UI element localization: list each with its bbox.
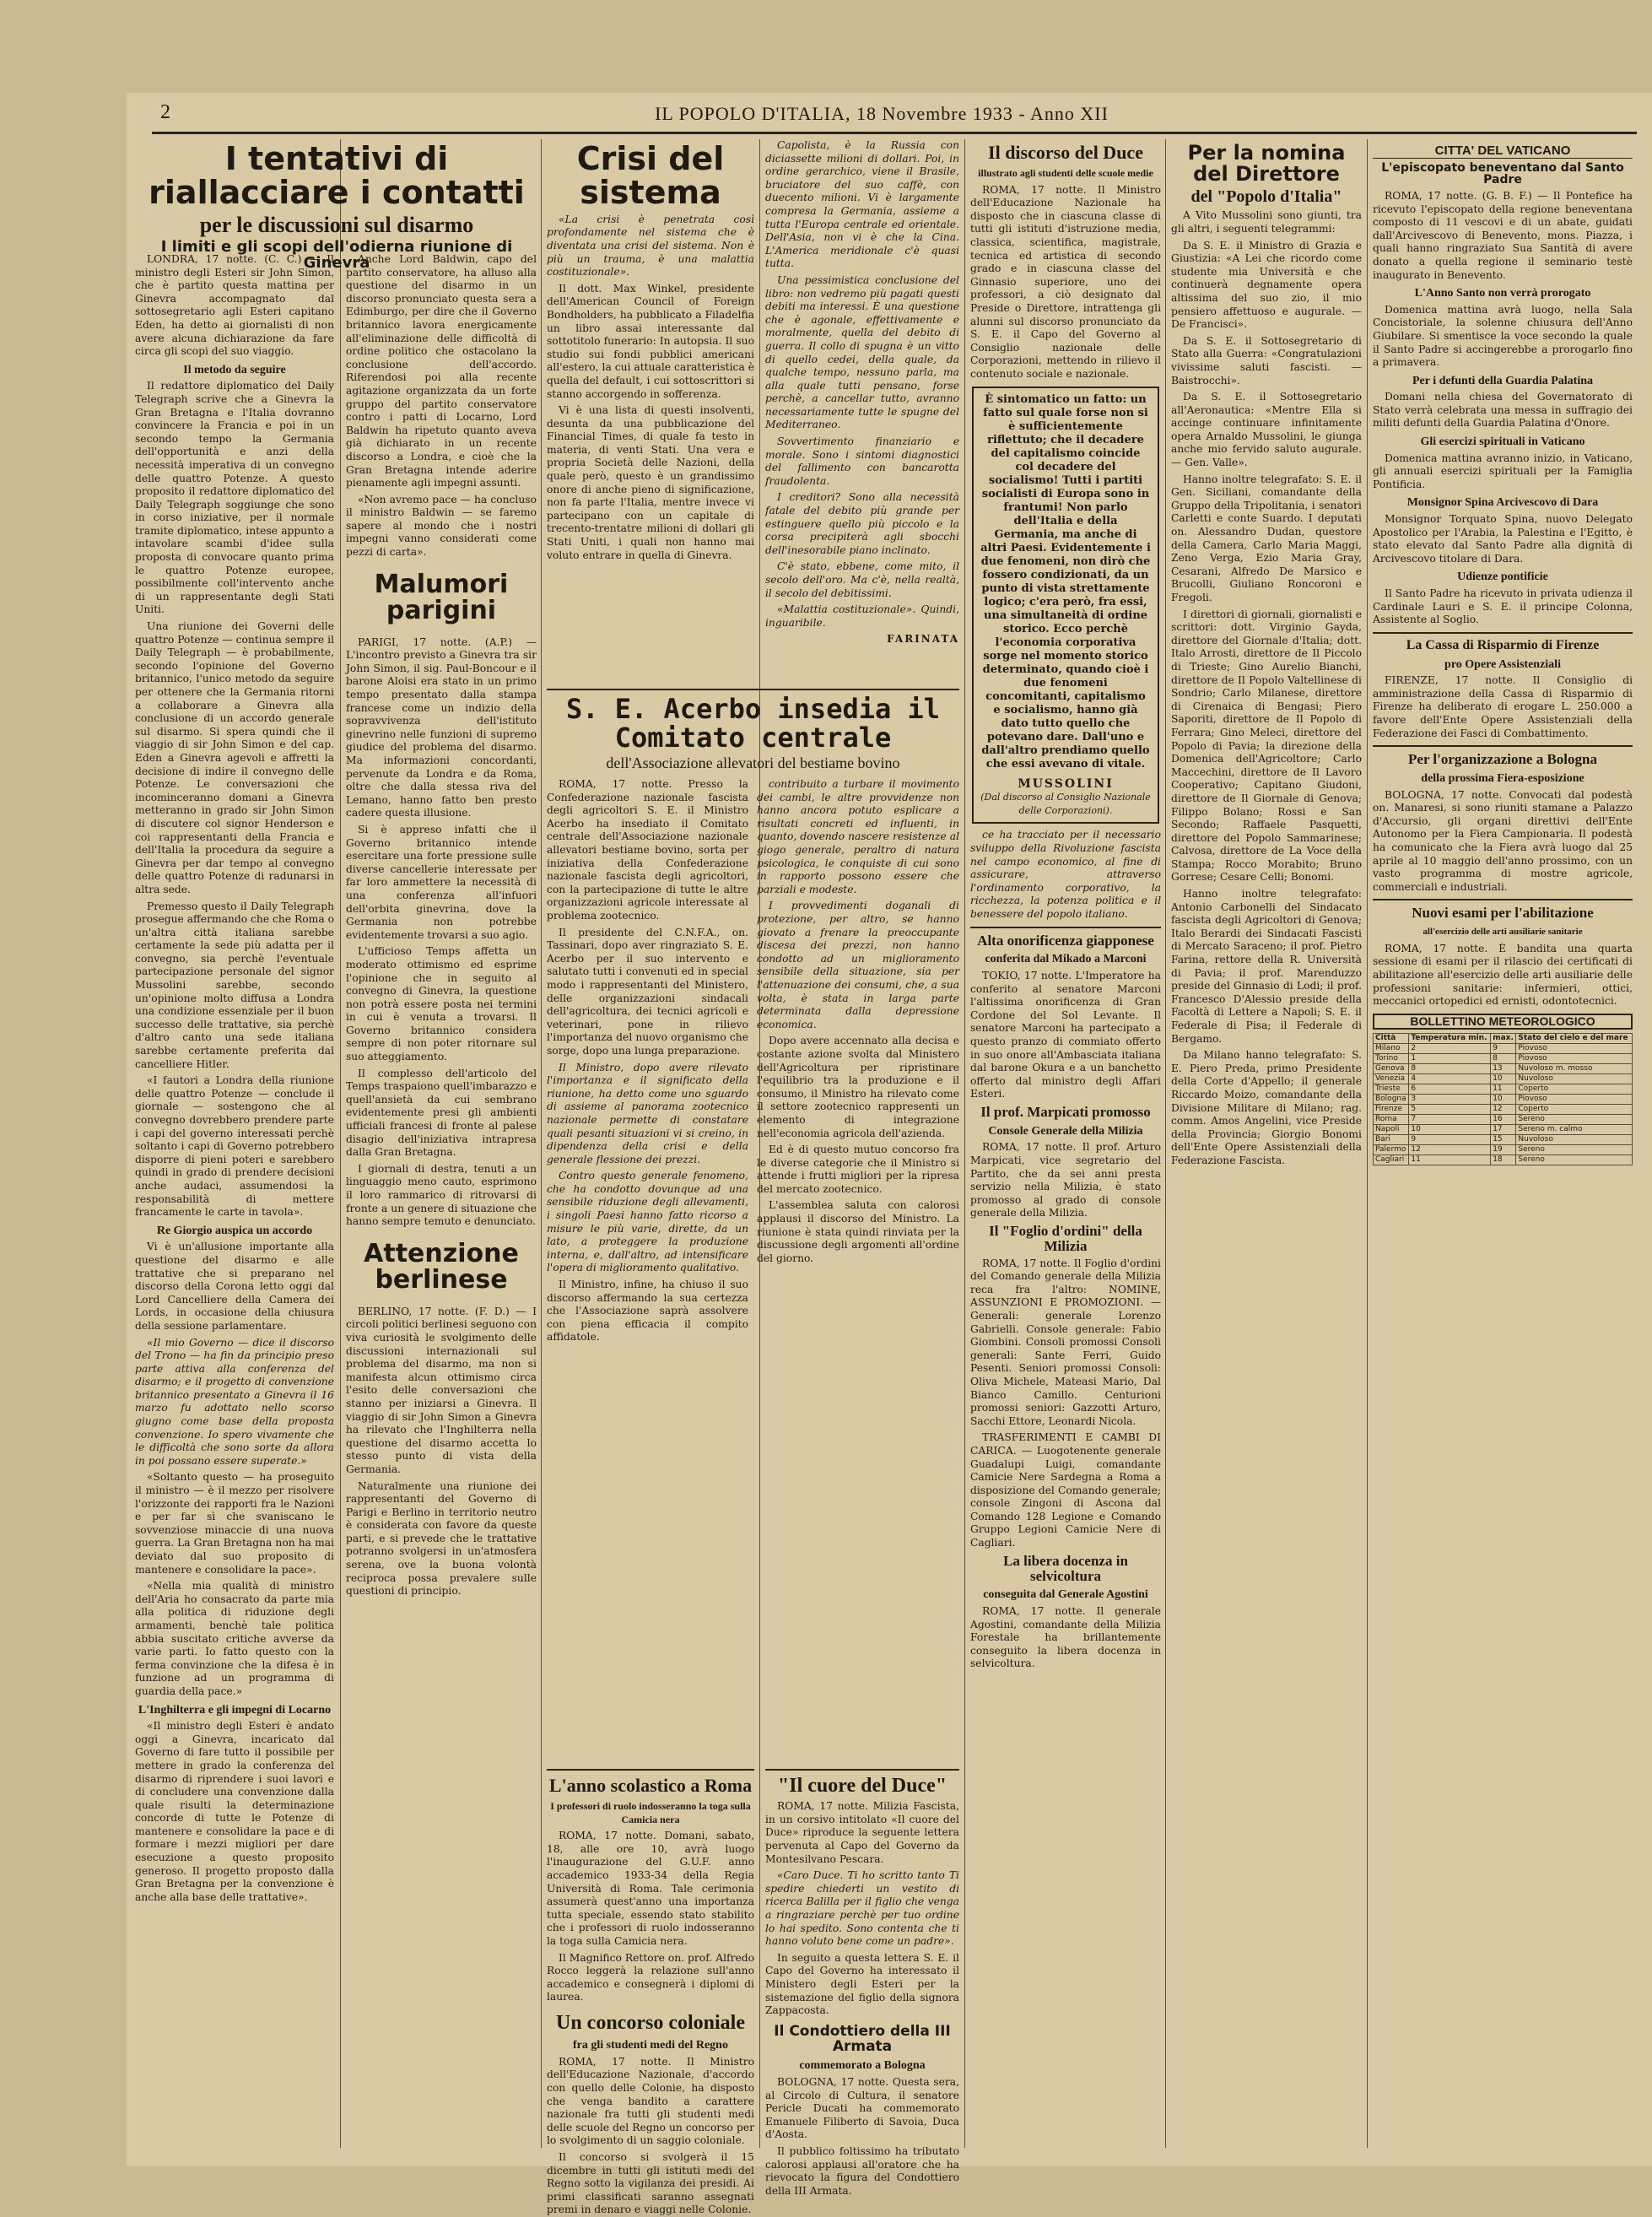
table-cell: Napoli: [1374, 1125, 1409, 1135]
table-cell: Nuvoloso: [1516, 1135, 1633, 1145]
article-paragraph: LONDRA, 17 notte. (C. C.) — Il ministro degli Esteri sir John Simon, che è partito questa mattina per Ginevra accompagnato dal sottosegretario agli Esteri capitano Eden, ha detto ai giornalisti di non avere alcuna dichiarazione da fare circa gli scopi del suo viaggio.: [135, 253, 334, 358]
article-paragraph: ROMA, 17 notte. Il generale Agostini, comandante della Milizia Forestale ha brillantemente conseguito la libera docenza in selvicoltura.: [970, 1604, 1161, 1670]
esami-subhead: all'esercizio delle arti ausiliarie sanitarie: [1423, 927, 1583, 938]
article-paragraph: I giornali di destra, tenuti a un linguaggio meno cauto, esprimono il loro rammarico di ritrovarsi di fronte a un genere di situazione che hanno sempre temuto e denunciato.: [346, 1162, 537, 1228]
marpicati-subhead: Console Generale della Milizia: [988, 1124, 1143, 1138]
table-cell: 9: [1491, 1044, 1516, 1054]
disarmo-subhead-2: I limiti e gli scopi dell'odierna riunione di Ginevra: [160, 238, 513, 272]
table-cell: Sereno: [1516, 1145, 1633, 1155]
fiera-headline: Per l'organizzazione a Bologna: [1408, 751, 1597, 768]
table-cell: 10: [1491, 1074, 1516, 1084]
table-cell: Bologna: [1374, 1095, 1409, 1105]
column-6: [1171, 139, 1362, 2152]
table-cell: 18: [1491, 1155, 1516, 1165]
table-cell: Piovoso: [1516, 1095, 1633, 1105]
article-paragraph: ROMA, 17 notte. Il prof. Arturo Marpicati, vice segretario del Partito, che da sei anni presta servizio nella Milizia, è stato promosso al grado di console generale della Milizia.: [970, 1141, 1161, 1219]
coloniale-subhead: fra gli studenti medi del Regno: [573, 2039, 728, 2052]
table-cell: 5: [1409, 1105, 1491, 1115]
article-paragraph: L'ufficioso Temps affetta un moderato ottimismo ed esprime l'opinione che in seguito al convegno di Ginevra, la questione non potrà essere posta nei termini in cui è venuta a trovarsi. Il Governo britannico considera sempre di non poter ritornare sul suo atteggiamento.: [346, 945, 537, 1063]
cassa-subhead: pro Opere Assistenziali: [1444, 657, 1561, 671]
article-paragraph: Il pubblico foltissimo ha tributato calorosi applausi all'oratore che ha rievocato la figura del Condottiero della III Armata.: [765, 2144, 959, 2197]
divider: [547, 689, 959, 690]
table-cell: 13: [1491, 1064, 1516, 1074]
coloniale-headline: Un concorso coloniale: [556, 2012, 745, 2034]
section-heading: L'Anno Santo non verrà prorogato: [1414, 287, 1591, 300]
disarmo-headline: I tentativi di riallacciare i contatti: [148, 140, 525, 211]
libera-docenza-headline: La libera docenza in selvicoltura: [1003, 1552, 1128, 1584]
table-row: [1374, 1064, 1633, 1074]
divider: [970, 927, 1161, 928]
episcopato-headline: L'episcopato beneventano dal Santo Padre: [1381, 160, 1624, 187]
article-paragraph: Premesso questo il Daily Telegraph prosegue affermando che che Roma o un'altra città italiana sarebbe certamente la sede più adatta per il convegno, sia perchè l'eventuale partecipazione personale del signor Mussolini sarebbe, secondo un'opinione molto diffusa a Londra una condizione essenziale per il buon successo delle trattative, sia perchè d'altro canto una sede italiana sarebbe certamente preferita dal cancelliere Hitler.: [135, 900, 334, 1070]
acerbo-col-right: [757, 778, 959, 1348]
article-paragraph: ROMA, 17 notte. Il Ministro dell'Educazione Nazionale ha disposto che in ciascuna classe di tutti gli istituti d'istruzione media, classica, scientifica, magistrale, tecnica ed artistica di secondo grado e in ciascuna classe del Ginnasio superiore, uno dei professori, a ciò designato dal Preside o Direttore, intrattenga gli alunni sul discorso pronunciato da S. E. il Capo del Governo al Consiglio nazionale delle Corporazioni, mettendo in rilievo il contenuto sociale e nazionale.: [970, 183, 1161, 380]
article-paragraph: ROMA, 17 notte. Presso la Confederazione nazionale fascista degli agricoltori S. E. il Ministro Acerbo ha insediato il Comitato centrale dell'Associazione nazionale allevatori bestiame bovino, sorta per iniziativa della Confederazione nazionale fascista degli agricoltori, con la partecipazione di tutte le altre organizzazioni agricole interessate al problema zootecnico.: [547, 778, 748, 922]
article-paragraph: ROMA, 17 notte. Domani, sabato, 18, alle ore 10, avrà luogo l'inaugurazione del G.U.F. anno accademico 1933-34 della Regia Università di Roma. Tale cerimonia assumerà quest'anno una importanza tutta speciale, essendo stato stabilito che i professori di ruolo indosseranno la toga sulla Camicia nera.: [547, 1830, 754, 1948]
meteo-col-header: Città: [1374, 1034, 1409, 1044]
acerbo-article: [547, 684, 959, 1755]
table-cell: 11: [1409, 1155, 1491, 1165]
table-cell: Genova: [1374, 1064, 1409, 1074]
article-paragraph: «La crisi è penetrata così profondamente nel sistema che è diventata una crisi del sistema. Non è più un trauma, è una malattia costituzionale».: [547, 213, 754, 278]
section-heading: Per i defunti della Guardia Palatina: [1412, 374, 1594, 387]
article-paragraph: In seguito a questa lettera S. E. il Capo del Governo ha interessato il Ministero degli Esteri per la sistemazione del figlio della signora Zappacosta.: [765, 1951, 959, 2017]
article-paragraph: Monsignor Torquato Spina, nuovo Delegato Apostolico per l'Arabia, la Palestina e l'Egitto, è stato elevato dal Santo Padre alla dignità di Arcivescovo titolare di Dara.: [1373, 513, 1633, 565]
article-paragraph: Dopo avere accennato alla decisa e costante azione svolta dal Ministero dell'Agricoltura per ripristinare l'equilibrio tra la produzione e il consumo, il Ministro ha rilevato come il settore zootecnico rappresenti un elemento di integrazione nell'economia agricola dell'azienda.: [757, 1035, 959, 1139]
article-paragraph: Il concorso si svolgerà il 15 dicembre in tutti gli istituti medi del Regno sotto la vigilanza dei presidi. Ai primi classificati saranno assegnati premi in denaro e viaggi nelle Colonie.: [547, 2150, 754, 2216]
table-cell: 3: [1409, 1095, 1491, 1105]
section-heading: Re Giorgio auspica un accordo: [156, 1224, 313, 1237]
article-paragraph: «Il ministro degli Esteri è andato oggi a Ginevra, incaricato dal Governo di fare tutto il possibile per mettere in grado la conferenza del disarmo di riprendere i suoi lavori e di concludere una convenzione dalla quale risulti la determinazione concorde di tutte le Potenze di mantenere e consolidare la pace e di formare i mezzi migliori per dare esecuzione a questo proposito generoso. Il progetto proposto dalla Gran Bretagna per la convenzione è anche alla base delle trattative».: [135, 1720, 334, 1903]
article-paragraph: Il presidente del C.N.F.A., on. Tassinari, dopo aver ringraziato S. E. Acerbo per il suo intervento e salutato tutti i convenuti ed in special modo i rappresentanti del Ministero, delle organizzazioni sindacali dell'agricoltura, dei tecnici agricoli e veterinari, pone in rilievo l'importanza del nuovo organismo che sorge, dopo una lunga preparazione.: [547, 926, 748, 1057]
signature: FARINATA: [887, 633, 959, 646]
condottiero-headline: Il Condottiero della III Armata: [774, 2022, 951, 2055]
table-cell: 9: [1409, 1135, 1491, 1145]
article-paragraph: Il Ministro, dopo avere rilevato l'importanza e il significato della riunione, ha detto come uno sguardo di assieme al panorama zootecnico nazionale permette di constatare quali pesanti situazioni vi si creino, in dipendenza della crisi e della generale flessione dei prezzi.: [547, 1061, 748, 1165]
table-cell: 1: [1409, 1054, 1491, 1064]
article-paragraph: I provvedimenti doganali di protezione, per altro, se hanno giovato a frenare la preoccupante discesa dei prezzi, non hanno condotto ad un miglioramento sensibile della situazione, sia per l'attenuazione dei consumi, che, a sua volta, è stata in larga parte determinata dalla depressione economica.: [757, 900, 959, 1030]
divider: [1373, 899, 1633, 900]
quote-text: È sintomatico un fatto: un fatto sul quale forse non si è sufficientemente riflettuto; che il decadere del capitalismo coincide col decadere del socialismo! Tutti i partiti socialisti di Europa sono in frantumi! Non parlo dell'Italia e della Germania, ma anche di altri Paesi. Evidentemente i due fenomeni, non dirò che fossero condizionati, da un punto di vista strettamente logico; c'era però, fra essi, una simultaneità di ordine storico. Ecco perchè l'economia corporativa sorge nel momento storico determinato, quando cioè i due fenomeni concomitanti, capitalismo e socialismo, hanno già dato tutto quello che potevano dare. Dall'uno e dall'altro prendiamo quello che essi avevano di vitale.: [980, 392, 1151, 771]
article-paragraph: BOLOGNA, 17 notte. Questa sera, al Circolo di Cultura, il senatore Pericle Ducati ha commemorato Emanuele Filiberto di Savoia, Duca d'Aosta.: [765, 2075, 959, 2141]
table-row: [1374, 1044, 1633, 1054]
column-3: [547, 139, 754, 679]
table-cell: 6: [1409, 1084, 1491, 1095]
article-paragraph: Hanno inoltre telegrafato: Antonio Carbonelli del Sindacato fascista degli Agricoltori di Genova; Italo Berardi dei Sindacati Fascisti di Mercato Saraceno; il prof. Pietro Farina, rettore della R. Università di Pavia; il prof. Marenduzzo preside del Ginnasio di Lodi; il prof. Francesco D'Alessio preside della Facoltà di Lettere a Napoli; S. E. il Federale di Pisa; il Federale di Bergamo.: [1171, 888, 1362, 1045]
meteo-col-header: max.: [1491, 1034, 1516, 1044]
article-paragraph: Domani nella chiesa del Governatorato di Stato verrà celebrata una messa in suffragio dei militi defunti della Guardia Palatina d'Onore.: [1373, 391, 1633, 430]
table-cell: Bari: [1374, 1135, 1409, 1145]
article-paragraph: ROMA, 17 notte. Il Ministro dell'Educazione Nazionale, d'accordo con quello delle Colonie, ha disposto che venga bandito a carattere nazionale fra tutti gli studenti medi delle scuole del Regno un concorso per lo svolgimento di un saggio coloniale.: [547, 2055, 754, 2147]
meteo-header-row: [1374, 1034, 1633, 1044]
table-cell: 10: [1491, 1095, 1516, 1105]
article-paragraph: ce ha tracciato per il necessario sviluppo della Rivoluzione fascista nel campo economico, al fine di assicurare, attraverso l'ordinamento corporativo, la ricchezza, la potenza politica e il benessere del popolo italiano.: [970, 829, 1161, 920]
article-paragraph: Una riunione dei Governi delle quattro Potenze — continua sempre il Daily Telegraph — è probabilmente, secondo l'opinione del Governo britannico, l'unico metodo da seguire per ottenere che la Germania ritorni a collaborare a Ginevra alla conclusione di un accordo generale sul disarmo. Si spera quindi che il viaggio di sir John Simon e del cap. Eden a Ginevra agevoli e affretti la decisione di indire il convegno delle Potenze. Le conversazioni che incominceranno domani a Ginevra metteranno in grado sir John Simon di discutere col signor Henderson e coi rappresentanti della Francia e dell'Italia la procedura da seguire a Ginevra per dar tempo al convegno delle quattro Potenze di radunarsi in altra sede.: [135, 620, 334, 895]
mussolini-quote-box: [972, 387, 1159, 825]
article-paragraph: Naturalmente una riunione dei rappresentanti del Governo di Parigi e Berlino in territorio neutro è considerata con favore da queste parti, e si prevede che le trattative potranno svolgersi in un'atmosfera serena, ove la buona volontà reciproca possa prevalere sulle questioni di principio.: [346, 1479, 537, 1598]
meteo-col-header: Stato del cielo e del mare: [1516, 1034, 1633, 1044]
attenzione-headline: Attenzione berlinese: [364, 1238, 519, 1295]
section-heading: Monsignor Spina Arcivescovo di Dara: [1406, 496, 1599, 510]
table-row: [1374, 1084, 1633, 1095]
divider: [1373, 745, 1633, 747]
article-paragraph: Si è appreso infatti che il Governo britannico intende esercitare una forte pressione sulle diverse cancellerie interessate per far loro ammettere la necessità di una conferenza all'infuori dell'orbita ginevrina, dove la Germania non potrebbe evidentemente trovarsi a suo agio.: [346, 823, 537, 941]
disarmo-subhead: per le discussioni sul disarmo: [199, 212, 474, 237]
table-cell: Venezia: [1374, 1074, 1409, 1084]
article-paragraph: «Caro Duce. Ti ho scritto tanto Ti spedire chiederti un vestito di ricerca Balilla per il figlio che venga a ringraziare perchè per tuo ordine lo hai spedito. Sono contenta che ti hanno voluto bene come un padre».: [765, 1869, 959, 1948]
article-paragraph: «Nella mia qualità di ministro dell'Aria ho consacrato da parte mia alla politica di riduzione degli armamenti, benchè tale politica abbia suscitato critiche avverse da varie parti. Io fatto questo con la ferma convinzione che la difesa è in funzione ad un programma di guardia della pace.»: [135, 1580, 334, 1697]
article-paragraph: Da Milano hanno telegrafato: S. E. Piero Preda, primo Presidente della Corte d'Appello; il generale Riccardo Moizo, comandante della Divisione Militare di Milano; rag. comm. Amos Angelini, vice Preside della Provincia; Giorgio Bonomi dell'Ente Opere Assistenziali della Federazione Fascista.: [1171, 1049, 1362, 1166]
article-paragraph: ROMA, 17 notte. Il Foglio d'ordini del Comando generale della Milizia reca fra l'altro: NOMINE, ASSUNZIONI E PROMOZIONI. — Generali: generale Lorenzo Gabrielli. Console generale: Fabio Giombini. Consoli promossi Consoli generali: Sante Ferri, Guido Pesenti. Seniori promossi Consoli: Oliva Michele, Mateasi Mario, Dal Bianco Camillo. Centurioni promossi seniori: Gazzotti Arturo, Sacchi Ettore, Leonardi Nicola.: [970, 1257, 1161, 1427]
article-paragraph: I direttori di giornali, giornalisti e scrittori: dott. Virginio Gayda, direttore del Giornale d'Italia; dott. Italo Arrosti, direttore de Il Piccolo di Trieste; Gino Aurelio Bianchi, direttore de Il Popolo Valtellinese di Sondrio; Carlo Milanese, direttore di Cirenaica di Bengasi; Piero Saporiti, direttore de Il Popolo di Ferrara; Gino Meleci, direttore del Popolo di Pavia; la direzione della Domenica dell'Agricoltore; Carlo Maccechini, direttore de Il Lavoro Cooperativo; Capitano Giudoni, direttore de Il Giornale di Genova; Filippo Bolano; Rossi e San Secondo; Raffaele Pasquetti, direttore del Popolo Sammarinese; Calvosa, direttore de La Voce della Stampa; Rocco Morabito; Bruno Gorrese; Cesare Celli; Bonomi.: [1171, 608, 1362, 884]
article-paragraph: C'è stato, ebbene, come mito, il secolo dell'oro. Ma c'è, nella realtà, il secolo del debitissimi.: [765, 560, 959, 599]
article-paragraph: Il complesso dell'articolo del Temps traspaiono quell'imbarazzo e quell'ansietà da cui sembrano evidentemente presi gli ambienti ufficiali francesi di fronte al palese disagio dell'iniziativa intrapresa dalla Gran Bretagna.: [346, 1067, 537, 1159]
table-cell: Milano: [1374, 1044, 1409, 1054]
article-paragraph: PARIGI, 17 notte. (A.P.) — L'incontro previsto a Ginevra tra sir John Simon, il sig. Paul-Boncour e il barone Aloisi era stato in un primo tempo presentato dalla stampa francese come un indizio della sopravvivenza dell'istituto ginevrino nelle funzioni di supremo giudice del problema del disarmo. Ma informazioni concordanti, pervenute da Londra e da Roma, oltre che dalla stessa riva del Lemano, hanno fatto ben presto cadere questa illusione.: [346, 635, 537, 819]
article-paragraph: L'assemblea saluta con calorosi applausi il discorso del Ministro. La riunione è stata quindi rinviata per la discussione degli argomenti all'ordine del giorno.: [757, 1199, 959, 1264]
marpicati-headline: Il prof. Marpicati promosso: [980, 1103, 1151, 1120]
article-paragraph: FIRENZE, 17 notte. Il Consiglio di amministrazione della Cassa di Risparmio di Firenze ha deliberato di erogare L. 250.000 a favore dell'Ente Opere Assistenziali della Federazione dei Fasci di Combattimento.: [1373, 674, 1633, 739]
article-paragraph: Capolista, è la Russia con diciassette milioni di dollari. Poi, in ordine gerarchico, viene il Brasile, bruciatore del suo caffè, con duecento milioni. Vi è largamente compresa la Germania, assieme a tutta l'Europa centrale ed orientale. Dell'Asia, non vi è che la Cina. L'America meridionale c'è quasi tutta.: [765, 139, 959, 270]
onorificenza-subhead: conferita dal Mikado a Marconi: [985, 953, 1147, 966]
table-row: [1374, 1074, 1633, 1084]
table-cell: Coperto: [1516, 1084, 1633, 1095]
article-paragraph: Una pessimistica conclusione del libro: non vedremo più pagati questi debiti ma interessi. È una questione che è agonale, effettivamente e moralmente, quella del debito di guerra. Il collo di spugna è un vitto di quello cedei, della quale, da qualche tempo, nessuno parla, ma alla quale tutti pensano, forse perchè, a cancellar tutto, avranno necessariamente tutte le spugne del Mediterraneo.: [765, 273, 959, 431]
column-divider: [1367, 139, 1368, 2148]
malumori-headline: Malumori parigini: [374, 569, 509, 626]
acerbo-headline: S. E. Acerbo insedia il Comitato centrale: [565, 693, 941, 754]
article-paragraph: contribuito a turbare il movimento dei cambi, le altre provvidenze non hanno ancora potuto esplicare a risultati concreti ed influenti, in quanto, dovendo nascere resistenze al giogo generale, peraltro di natura psicologica, le conquiste di cui sono in rapporto possono essere che parziali e modeste.: [757, 778, 959, 895]
table-cell: 16: [1491, 1115, 1516, 1125]
anno-scolastico-article: [547, 1764, 754, 2216]
divider: [547, 1769, 754, 1771]
quote-source: (Dal discorso al Consiglio Nazionale delle Corporazioni).: [980, 792, 1151, 816]
article-paragraph: «Malattia costituzionale». Quindi, inguaribile.: [765, 603, 959, 629]
masthead-title: IL POPOLO D'ITALIA, 18 Novembre 1933 - Anno XII: [655, 103, 1109, 124]
duce-subhead: illustrato agli studenti delle scuole medie: [978, 167, 1153, 180]
duce-headline: Il discorso del Duce: [988, 142, 1143, 163]
article-paragraph: ROMA, 17 notte. Milizia Fascista, in un corsivo intitolato «Il cuore del Duce» riproduce la seguente lettera pervenuta al Capo del Governo da Montesilvano Pescara.: [765, 1800, 959, 1865]
direttore-headline: Per la nomina del Direttore: [1187, 141, 1346, 187]
article-paragraph: A Vito Mussolini sono giunti, tra gli altri, i seguenti telegrammi:: [1171, 209, 1362, 235]
article-paragraph: Anche Lord Baldwin, capo del partito conservatore, ha alluso alla questione del disarmo in un discorso pronunciato questa sera a Edimburgo, per dire che il Governo britannico lavora energicamente all'eliminazione delle difficoltà di ordine politico che ostacolano la conclusione dell'accordo. Riferendosi poi alla recente agitazione organizzata da un forte gruppo del partito conservatore contro i patti di Locarno, Lord Baldwin ha ripetuto quanto aveva già dichiarato in un recente discorso a Londra, e cioè che la Gran Bretagna intende aderire pienamente agli impegni assunti.: [346, 253, 537, 489]
article-paragraph: Domenica mattina avrà luogo, nella Sala Concistoriale, la solenne chiusura dell'Anno Giubilare. Si smentisce la voce secondo la quale il Santo Padre si accingerebbe a prorogarlo fino a primavera.: [1373, 303, 1633, 369]
table-cell: Palermo: [1374, 1145, 1409, 1155]
article-paragraph: «Soltanto questo — ha proseguito il ministro — è il mezzo per risolvere l'orizzonte dei rapporti fra le Nazioni e per far sì che svaniscano le sovvenziose minaccie di una nuova guerra. La Gran Bretagna non ha mai deviato dal suo proposito di mantenere e consolidare la pace».: [135, 1471, 334, 1576]
table-cell: Roma: [1374, 1115, 1409, 1125]
foglio-headline: Il "Foglio d'ordini" della Milizia: [989, 1222, 1142, 1254]
table-cell: Firenze: [1374, 1105, 1409, 1115]
meteo-body: [1374, 1044, 1633, 1165]
table-cell: 17: [1491, 1125, 1516, 1135]
article-paragraph: Sovvertimento finanziario e morale. Sono i sintomi diagnostici del fallimento con bancarotta fraudolenta.: [765, 435, 959, 487]
table-cell: Coperto: [1516, 1105, 1633, 1115]
table-row: [1374, 1095, 1633, 1105]
table-cell: Trieste: [1374, 1084, 1409, 1095]
column-5: [970, 139, 1161, 2152]
column-divider: [340, 139, 341, 2148]
section-heading: Il metodo da seguire: [183, 363, 286, 376]
table-row: [1374, 1145, 1633, 1155]
table-cell: Nuvoloso m. mosso: [1516, 1064, 1633, 1074]
article-paragraph: Il Ministro, infine, ha chiuso il suo discorso affermando la sua certezza che l'Associazione saprà assolvere con piena efficacia il compito affidatole.: [547, 1279, 748, 1344]
article-paragraph: ROMA, 17 notte. (G. B. F.) — Il Pontefice ha ricevuto l'episcopato della regione beneventana composto di 11 vescovi e di un abate, guidati dall'Arcivescovo di Benevento, mons. Piazza, i quali hanno ringraziato Sua Santità di avere donato a quella regione il seminario testè inaugurato in Benevento.: [1373, 189, 1633, 281]
article-paragraph: Da S. E. il Sottosegretario di Stato alla Guerra: «Congratulazioni vivissime saluti fascisti. — Baistrocchi».: [1171, 334, 1362, 387]
table-row: [1374, 1125, 1633, 1135]
esami-headline: Nuovi esami per l'abilitazione: [1412, 905, 1594, 922]
table-cell: 4: [1409, 1074, 1491, 1084]
page-number: 2: [160, 101, 170, 123]
table-cell: Nuvoloso: [1516, 1074, 1633, 1084]
table-row: [1374, 1105, 1633, 1115]
crisi-headline: Crisi del sistema: [576, 140, 725, 211]
column-7: [1373, 139, 1633, 2152]
table-cell: 19: [1491, 1145, 1516, 1155]
vaticano-heading: CITTA' DEL VATICANO: [1373, 144, 1633, 159]
article-paragraph: Il dott. Max Winkel, presidente dell'American Council of Foreign Bondholders, ha pubblicato a Filadelfia un libro assai interessante dal sottotitolo funerario: In autopsia. Il suo studio sui fondi pubblici americani all'estero, la cui attuale caratteristica è quella del default, i cui sottoscrittori si stanno accorgendo in sofferenza.: [547, 282, 754, 400]
divider: [765, 1769, 959, 1771]
table-cell: Piovoso: [1516, 1054, 1633, 1064]
table-cell: Sereno m. calmo: [1516, 1125, 1633, 1135]
column-1: [135, 253, 334, 2152]
table-cell: Sereno: [1516, 1115, 1633, 1125]
article-paragraph: Contro questo generale fenomeno, che ha condotto dovunque ad una sensibile riduzione degli allevamenti, i singoli Paesi hanno fatto ricorso a misure le più varie, dirette, da un lato, a proteggere la produzione interna, e, dall'altro, ad intensificare l'opera di miglioramento qualitativo.: [547, 1170, 748, 1274]
article-paragraph: Vi è una lista di questi insolventi, desunta da una pubblicazione del Financial Times, di quale fa testo in materia, di venti Stati. Una vera e propria Società delle Nazioni, della quale però, questo è un grandissimo onore di anche pieno di significazione, non fa parte l'Italia, mentre invece vi partecipano con un capitale di trecento-trentatre milioni di dollari gli Stati Uniti, i quali non hanno mai voluto entrare in quella di Ginevra.: [547, 404, 754, 561]
meteo-col-header: Temperatura min.: [1409, 1034, 1491, 1044]
table-cell: 10: [1409, 1125, 1491, 1135]
article-paragraph: BERLINO, 17 notte. (F. D.) — I circoli politici berlinesi seguono con viva curiosità le svolgimento delle discussioni internazionali sul problema del disarmo, ma non si manifesta alcun ottimismo circa l'esito delle conversazioni che stanno per iniziarsi a Ginevra. Il viaggio di sir John Simon a Ginevra ha rilevato che l'Inghilterra nella questione del disarmo accetta lo stesso punto di vista della Germania.: [346, 1305, 537, 1475]
article-paragraph: Il redattore diplomatico del Daily Telegraph scrive che a Ginevra la Gran Bretagna e l'Italia dovranno convincere la Francia e poi in un secondo tempo la Germania dell'opportunità e anzi della necessità imperativa di un convegno delle quattro Potenze. A questo proposito il redattore diplomatico del Daily Telegraph soggiunge che sono in corso iniziative, per il normale tramite diplomatico, intese appunto a intavolare scambi d'idee sulla proposta di convocare quanto prima le quattro Potenze europee, possibilmente coll'intervento anche di un rappresentante degli Stati Uniti.: [135, 380, 334, 616]
meteo-heading: BOLLETTINO METEOROLOGICO: [1373, 1014, 1633, 1030]
direttore-subhead: del "Popolo d'Italia": [1190, 187, 1342, 207]
divider: [1373, 632, 1633, 634]
article-paragraph: Da S. E. il Ministro di Grazia e Giustizia: «A Lei che ricordo come studente mia Università e che continuerà degnamente opera altissima del suo zio, il mio pensiero affettuoso e augurale. — De Francisci».: [1171, 239, 1362, 331]
cuore-headline: "Il cuore del Duce": [777, 1775, 947, 1797]
table-cell: 2: [1409, 1044, 1491, 1054]
article-paragraph: BOLOGNA, 17 notte. Convocati dal podestà on. Manaresi, si sono riuniti stamane a Palazzo d'Accursio, gli organi direttivi dell'Ente Autonomo per la Fiera Campionaria. Il podestà ha comunicato che la Fiera avrà luogo dal 25 aprile al 10 maggio dell'anno prossimo, con un vasto programma di mostre agricole, commerciali e industriali.: [1373, 788, 1633, 893]
acerbo-subhead: dell'Associazione allevatori del bestiame bovino: [606, 754, 900, 772]
table-cell: 8: [1409, 1064, 1491, 1074]
column-2: [346, 253, 537, 2152]
table-cell: 11: [1491, 1084, 1516, 1095]
anno-headline: L'anno scolastico a Roma: [548, 1775, 753, 1796]
article-paragraph: Il Santo Padre ha ricevuto in privata udienza il Cardinale Lauri e S. E. il principe Colonna, Assistente al Soglio.: [1373, 587, 1633, 626]
condottiero-subhead: commemorato a Bologna: [799, 2059, 926, 2073]
section-heading: Gli esercizi spirituali in Vaticano: [1420, 435, 1585, 449]
table-row: [1374, 1135, 1633, 1145]
onorificenza-headline: Alta onorificenza giapponese: [977, 932, 1154, 949]
table-cell: 8: [1491, 1054, 1516, 1064]
table-cell: 12: [1491, 1105, 1516, 1115]
article-paragraph: Hanno inoltre telegrafato: S. E. il Gen. Siciliani, comandante della Gruppo della Tripolitania, i senatori Carletti e conte Suardo. I deputati on. Alessandro Dudan, questore della Camera, Carlo Maria Maggi, Zeno Verga, Ezio Maria Gray, Cesarani, Alfredo De Marsico e Brucolli, Giuliano Roncoroni e Fregoli.: [1171, 473, 1362, 603]
masthead-rule: [152, 132, 1637, 134]
column-divider: [1165, 139, 1166, 2148]
article-paragraph: TRASFERIMENTI E CAMBI DI CARICA. — Luogotenente generale Guadalupi Luigi, comandante Camicie Nere Sardegna a Roma a disposizione del Comando generale; console Zingoni di Ascona dal Comando 128 Legione e Comando Gruppo Legioni Camicie Nere di Cagliari.: [970, 1431, 1161, 1549]
table-cell: 15: [1491, 1135, 1516, 1145]
article-paragraph: Vi è un'allusione importante alla questione del disarmo e alle trattative che si preparano nel discorso della Corona letto oggi dal Lord Cancelliere della Camera dei Lords, in occasione della chiusura della sessione parlamentare.: [135, 1241, 334, 1332]
article-paragraph: «Non avremo pace — ha concluso il ministro Baldwin — se faremo sapere al mondo che i nostri impegni vanno considerati come pezzi di carta».: [346, 493, 537, 559]
quote-signature: MUSSOLINI: [1018, 776, 1114, 791]
table-row: [1374, 1054, 1633, 1064]
column-4: [765, 139, 959, 679]
table-cell: Cagliari: [1374, 1155, 1409, 1165]
column-divider: [964, 139, 965, 2148]
section-heading: Udienze pontificie: [1457, 570, 1548, 584]
table-cell: 7: [1409, 1115, 1491, 1125]
article-paragraph: Domenica mattina avranno inizio, in Vaticano, gli annuali esercizi spirituali per la Famiglia Pontificia.: [1373, 452, 1633, 490]
fiera-subhead: della prossima Fiera-esposizione: [1421, 771, 1585, 785]
article-paragraph: TOKIO, 17 notte. L'Imperatore ha conferito al senatore Marconi l'altissima onorificenza di Gran Cordone del Sol Levante. Il senatore Marconi ha partecipato a questo pranzo di commiato offerto in suo onore all'Ambasciata italiana dal barone Okura e a un banchetto offerto dal ministro degli Affari Esteri.: [970, 969, 1161, 1100]
anno-subhead: I professori di ruolo indosseranno la toga sulla Camicia nera: [550, 1800, 751, 1825]
column-divider: [541, 139, 542, 2148]
cuore-duce-article: [765, 1764, 959, 2197]
masthead: [127, 101, 1637, 130]
acerbo-col-left: [547, 778, 748, 1348]
article-paragraph: ROMA, 17 notte. È bandita una quarta sessione di esami per il rilascio dei certificati di abilitazione all'esercizio delle arti ausiliarie delle professioni sanitarie: infermieri, ottici, meccanici ortopedici ed ernisti, odontotecnici.: [1373, 942, 1633, 1008]
article-paragraph: Il Magnifico Rettore on. prof. Alfredo Rocco leggerà la relazione sull'anno accademico e consegnerà i diplomi di laurea.: [547, 1951, 754, 2003]
meteo-table: [1373, 1033, 1633, 1165]
article-paragraph: «Il mio Governo — dice il discorso del Trono — ha fin da principio preso parte attiva alla conferenza del disarmo; e il progetto di convenzione britannico presentato a Ginevra il 16 marzo fu adottato nello scorso giugno come base della proposta convenzione. Io spero vivamente che le difficoltà che sono sorte da allora in poi possano essere superate.»: [135, 1336, 334, 1467]
table-cell: Torino: [1374, 1054, 1409, 1064]
article-paragraph: Ed è di questo mutuo concorso fra le diverse categorie che il Ministro si attende i frutti migliori per la ripresa del mercato zootecnico.: [757, 1144, 959, 1195]
libera-docenza-subhead: conseguita dal Generale Agostini: [983, 1588, 1148, 1602]
section-heading: L'Inghilterra e gli impegni di Locarno: [138, 1703, 332, 1717]
table-row: [1374, 1155, 1633, 1165]
article-paragraph: «I fautori a Londra della riunione delle quattro Potenze — conclude il giornale — sostengono che al convegno dovrebbero prendere parte i capi del governo interessati perchè soltanto i capi di Governo potrebbero disporre di pieni poteri e sarebbero quindi in grado di prendere decisioni anche audaci, assumendosi la responsabilità di mettere francamente le carte in tavola».: [135, 1074, 334, 1219]
cassa-headline: La Cassa di Risparmio di Firenze: [1406, 637, 1600, 652]
table-cell: Piovoso: [1516, 1044, 1633, 1054]
table-cell: 12: [1409, 1145, 1491, 1155]
article-paragraph: Da S. E. il Sottosegretario all'Aeronautica: «Mentre Ella si accinge continuare infinitamente opera Arnaldo Mussolini, le giunga anche mio fervido saluto augurale. — Gen. Valle».: [1171, 391, 1362, 469]
table-cell: Sereno: [1516, 1155, 1633, 1165]
article-paragraph: I creditori? Sono alla necessità fatale del debito più grande per estinguere quello più piccolo e la corsa precipiterà agli sbocchi dell'inesorabile piano inclinato.: [765, 491, 959, 556]
table-row: [1374, 1115, 1633, 1125]
